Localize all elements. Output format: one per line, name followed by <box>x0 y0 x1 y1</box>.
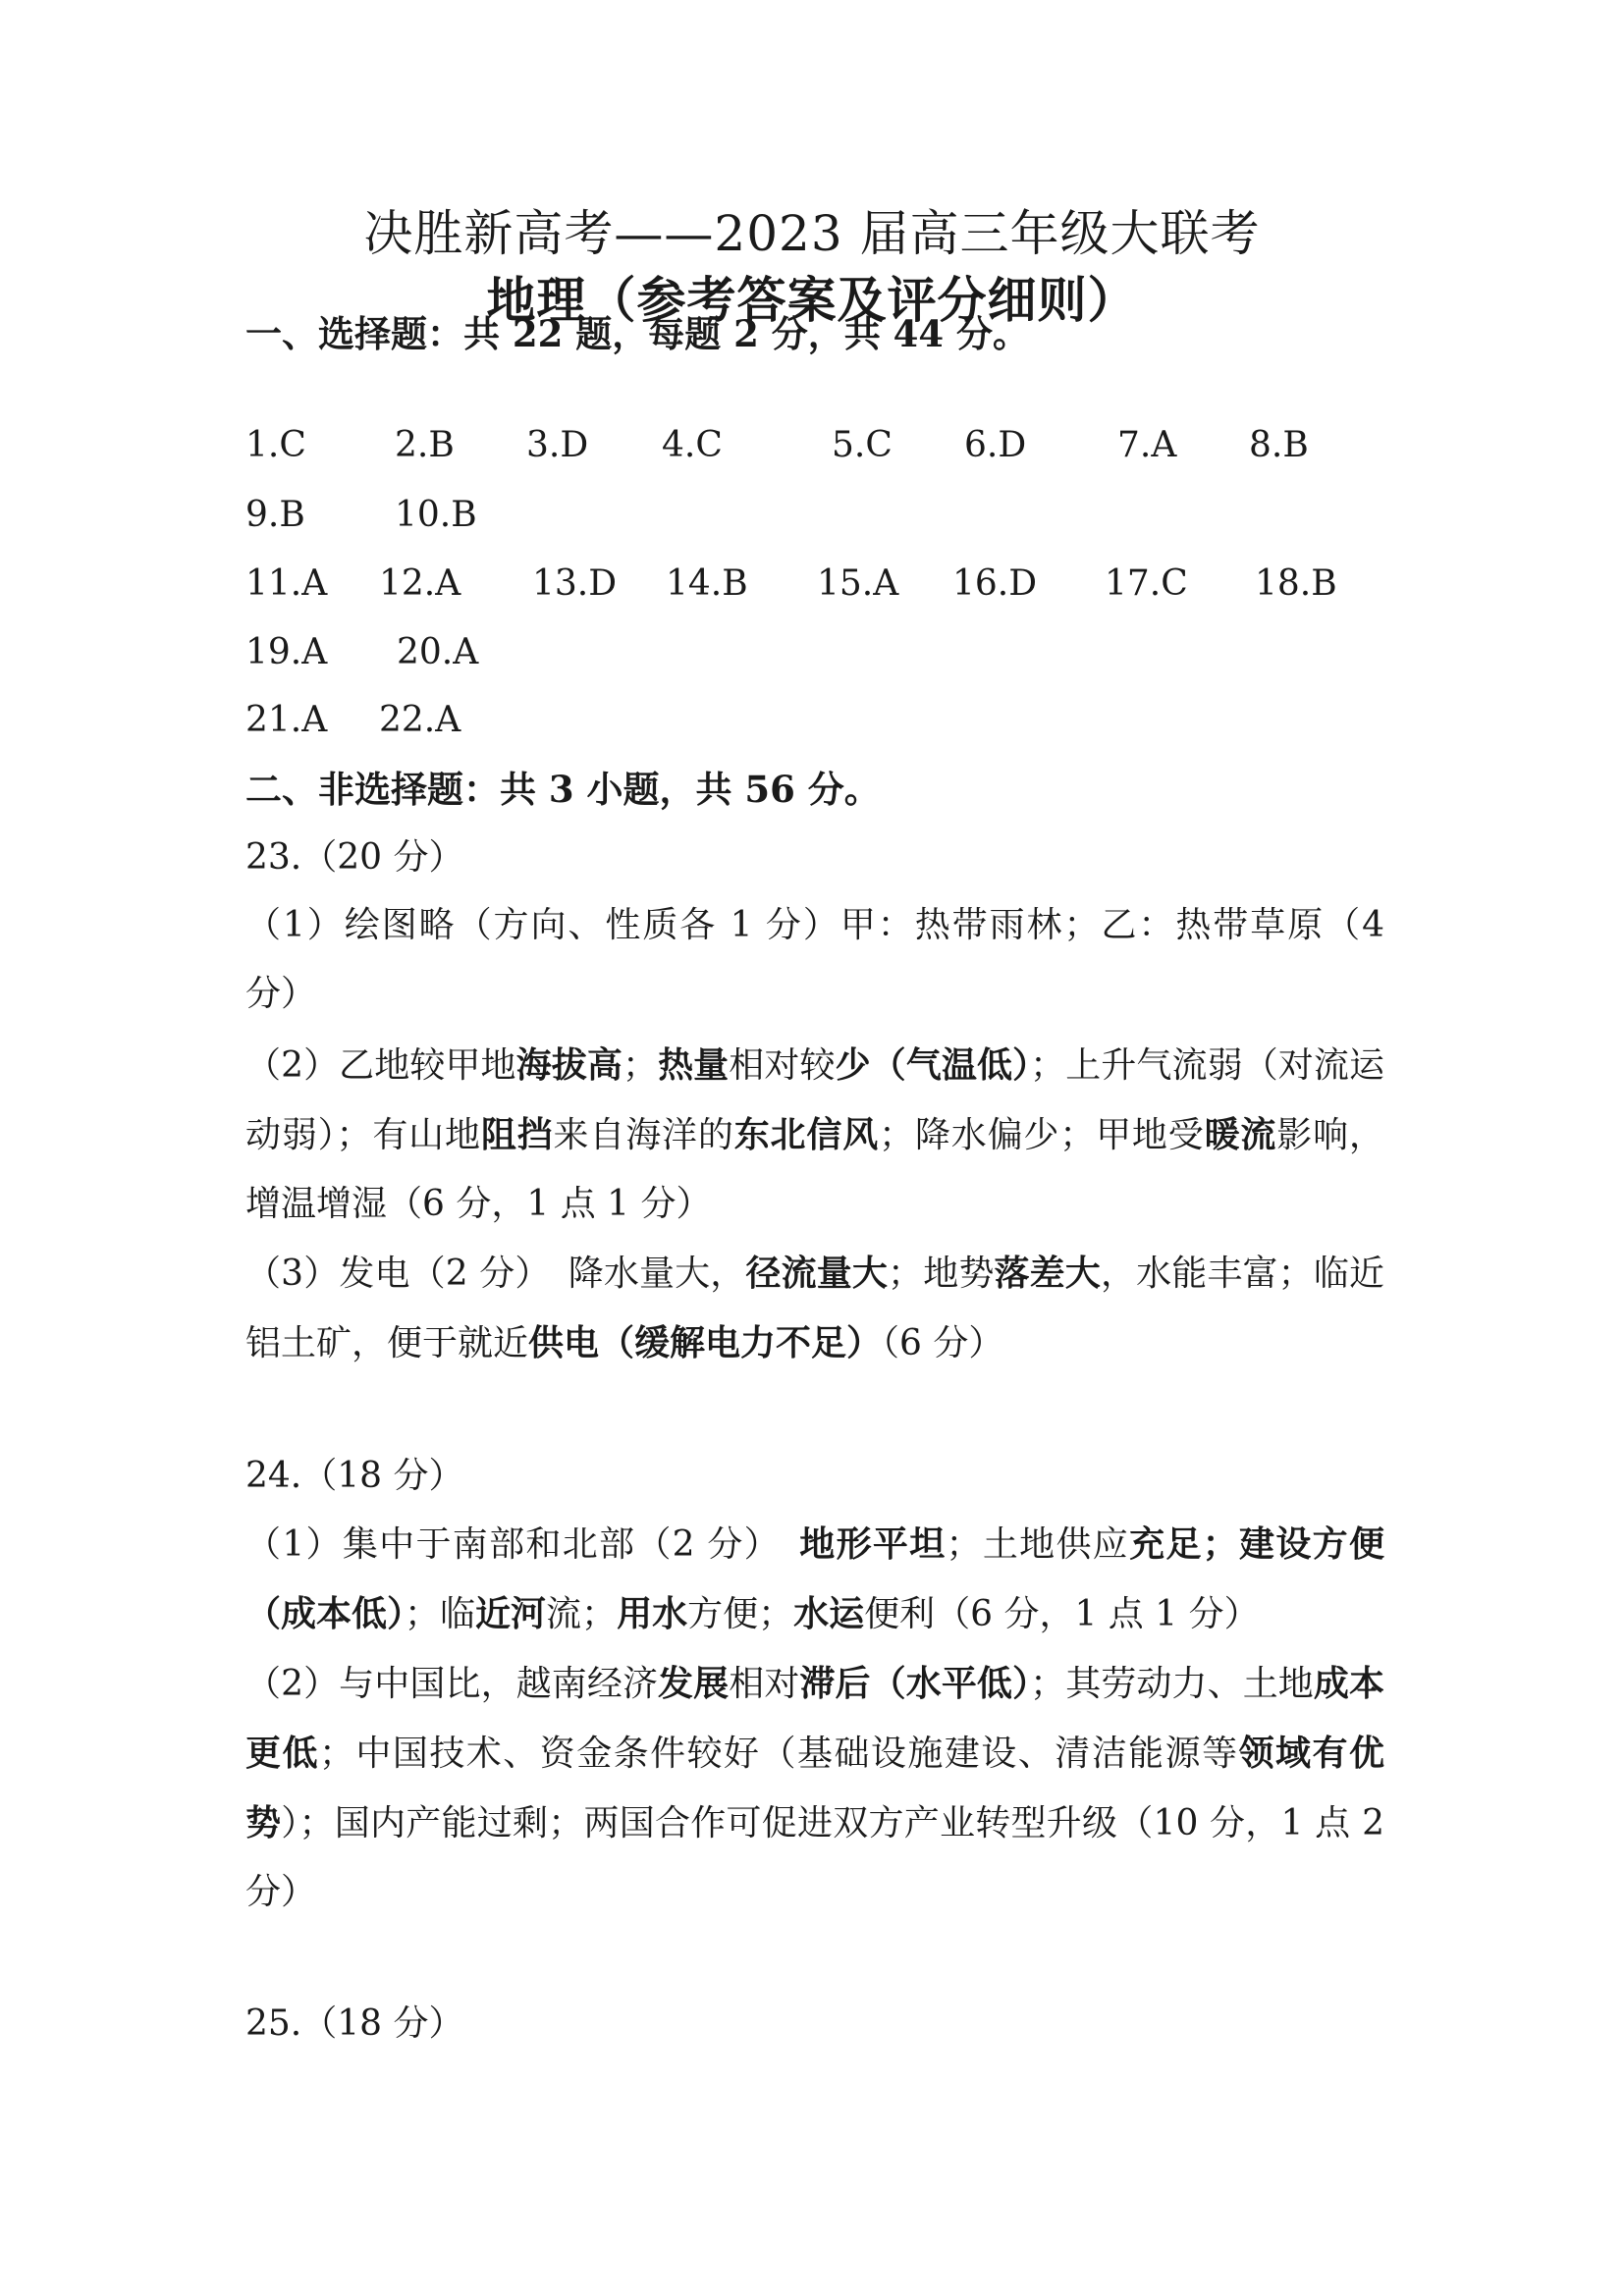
q24-part1: （1）集中于南部和北部（2 分） 地形平坦；土地供应充足；建设方便（成本低）；临近河流；用水方便；水运便利（6 分，1 点 1 分） <box>245 1523 1384 1634</box>
answer-item: 9.B <box>245 495 305 535</box>
answer-item: 20.A <box>397 632 479 672</box>
answer-item: 7.A <box>1117 425 1177 465</box>
answer-item: 21.A <box>245 700 328 740</box>
section-heading-choice: 一、选择题：共 22 题，每题 2 分，共 44 分。 <box>245 312 1030 355</box>
answer-item: 6.D <box>964 425 1027 465</box>
answer-item: 5.C <box>832 425 893 465</box>
answer-row <box>245 424 1424 467</box>
answer-item: 14.B <box>666 563 748 604</box>
answer-item: 3.D <box>526 425 589 465</box>
document-title: 决胜新高考——2023 届高三年级大联考 <box>363 205 1261 262</box>
answer-item: 17.C <box>1105 563 1188 604</box>
answer-item: 8.B <box>1249 425 1309 465</box>
answer-item: 13.D <box>532 563 618 604</box>
document-subtitle: 地理（参考答案及评分细则） <box>486 271 1138 329</box>
answer-item: 10.B <box>395 495 477 535</box>
question-24-heading: 24.（18 分） <box>245 1456 464 1496</box>
q23-part2: （2）乙地较甲地海拔高；热量相对较少（气温低）；上升气流弱（对流运动弱）；有山地阻挡来自海洋的东北信风；降水偏少；甲地受暖流影响，增温增湿（6 分，1 点 1 分） <box>245 1044 1384 1224</box>
section-heading-non-choice: 二、非选择题：共 3 小题，共 56 分。 <box>245 768 881 811</box>
q23-part3: （3）发电（2 分） 降水量大，径流量大；地势落差大，水能丰富；临近铝土矿，便于就近供电（缓解电力不足）（6 分） <box>245 1253 1384 1363</box>
answer-item: 4.C <box>662 425 723 465</box>
answer-row <box>245 494 1424 537</box>
answer-row <box>245 631 1424 674</box>
answer-item: 11.A <box>245 563 328 604</box>
answer-item: 12.A <box>379 563 461 604</box>
answer-row <box>245 699 1424 742</box>
answer-item: 18.B <box>1255 563 1337 604</box>
answer-item: 19.A <box>245 632 328 672</box>
q23-part1: （1）绘图略（方向、性质各 1 分）甲：热带雨林；乙：热带草原（4 分） <box>245 905 1384 1014</box>
answer-item: 15.A <box>817 563 899 604</box>
answer-item: 22.A <box>379 700 461 740</box>
answer-row <box>245 562 1424 606</box>
answer-item: 16.D <box>952 563 1038 604</box>
answer-item: 1.C <box>245 425 306 465</box>
answer-item: 2.B <box>395 425 455 465</box>
q24-part2: （2）与中国比，越南经济发展相对滞后（水平低）；其劳动力、土地成本更低；中国技术、资金条件较好（基础设施建设、清洁能源等领域有优势）；国内产能过剩；两国合作可促进双方产业转型升级（10 分，1 点 2 分） <box>245 1663 1384 1912</box>
question-25-heading: 25.（18 分） <box>245 2003 464 2044</box>
question-23-heading: 23.（20 分） <box>245 837 464 878</box>
